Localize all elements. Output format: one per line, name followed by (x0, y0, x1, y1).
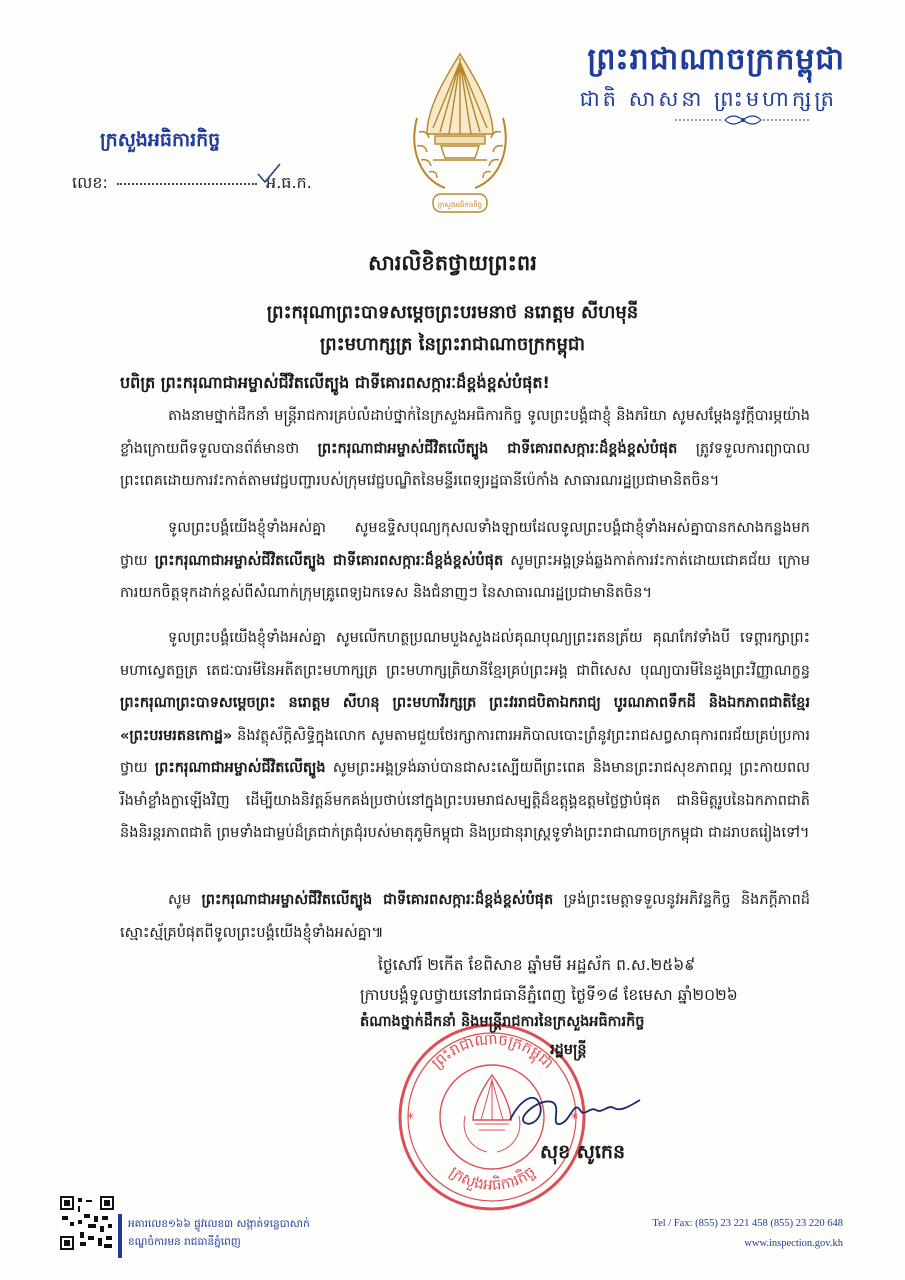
body-paragraph-1: តាងនាមថ្នាក់ដឹកនាំ មន្ត្រីរាជការគ្រប់លំដាប់ថ្នាក់នៃក្រសួងអធិការកិច្ច ទូលព្រះបង្គំជាខ្ញុំ និងភរិយា សូមសម្តែងនូវក្តីបារម្ភយ៉ាងខ្លាំងក្រោយពីទទួលបានព័ត៌មានថា ព្រះករុណាជាអម្ចាស់ជីវិតលើត្បូង ជាទីគោរពសក្ការៈដ៏ខ្ពង់ខ្ពស់បំផុត ត្រូវទទួលការព្យាបាលព្រះពេគដោយការវះកាត់តាមវេជ្ជបញ្ជារបស់ក្រុមវេជ្ជបណ្ឌិតនៃមន្ទីរពេទ្យរដ្ឋធានីប៉េកាំង សាធារណរដ្ឋប្រជាមានិតចិន។ (120, 408, 811, 489)
body-paragraph-4: សូម ព្រះករុណាជាអម្ចាស់ជីវិតលើត្បូង ជាទីគោរពសក្ការៈដ៏ខ្ពង់ខ្ពស់បំផុត ទ្រង់ព្រះមេត្តាទទួលនូវអភិវន្ទកិច្ច និងភក្តីភាពដ៏ស្មោះស្ម័គ្របំផុតពីទូលព្រះបង្គំយើងខ្ញុំទាំងអស់គ្នា៕ (120, 892, 810, 941)
ref-suffix: អ.ធ.ក. (266, 173, 312, 192)
ministry-emblem-icon (405, 48, 515, 218)
signatory-role: រដ្ឋមន្ត្រី (550, 1042, 587, 1058)
ornament-divider-icon (673, 112, 813, 128)
solar-date: ក្រាបបង្គំទូលថ្វាយនៅរាជធានីភ្នំពេញ ថ្ងៃទី១៨ ខែមេសា ឆ្នាំ២០២៦ (360, 986, 738, 1004)
signatory-name: សុខ សូកេន (540, 1141, 626, 1163)
footer-website-link[interactable]: www.inspection.gov.kh (744, 1238, 843, 1249)
footer-address-line-2: ខណ្ឌចំការមន រាជធានីភ្នំពេញ (128, 1236, 241, 1248)
svg-text:ក្រសួងអធិការកិច្ច: ក្រសួងអធិការកិច្ច (446, 1162, 539, 1194)
footer-address-line-1: អគារលេខ១៦៦ ផ្លូវលេខ៣ សង្កាត់ទន្លេបាសាក់ (128, 1218, 310, 1230)
ministry-name: ក្រសួងអធិការកិច្ច (100, 129, 221, 151)
svg-text:*: * (407, 1111, 414, 1127)
svg-text:ក្រសួងអធិការកិច្ច: ក្រសួងអធិការកិច្ច (437, 201, 483, 209)
addressee-line-2: ព្រះមហាក្សត្រ នៃព្រះរាជាណាចក្រកម្ពុជា (319, 334, 586, 355)
kingdom-title: ព្រះរាជាណាចក្រកម្ពុជា (587, 42, 845, 77)
svg-text:*: * (571, 1111, 578, 1127)
signatory-title: តំណាងថ្នាក់ដឹកនាំ និងមន្ត្រីរាជការនៃក្រសួងអធិការកិច្ច (360, 1014, 645, 1030)
ref-prefix: លេខ: (72, 173, 108, 192)
salutation: បពិត្រ ព្រះករុណាជាអម្ចាស់ជីវិតលើត្បូង ជាទីគោរពសក្ការៈដ៏ខ្ពង់ខ្ពស់បំផុត! (120, 373, 550, 392)
qr-code[interactable] (60, 1196, 114, 1250)
addressee-line-1: ព្រះករុណាព្រះបាទសម្តេចព្រះបរមនាថ នរោត្តម សីហមុនី (266, 302, 639, 323)
national-motto: ជាតិ សាសនា ព្រះមហាក្សត្រ (579, 87, 837, 111)
letter-title: សារលិខិតថ្វាយព្រះពរ (368, 251, 537, 275)
handwritten-signature (500, 1080, 650, 1140)
body-paragraph-2: ទូលព្រះបង្គំយើងខ្ញុំទាំងអស់គ្នា សូមឧទ្ទិសបុណ្យកុសលទាំងឡាយដែលទូលព្រះបង្គំជាខ្ញុំទាំងអស់គ្នាបានកសាងកន្លងមកថ្វាយ ព្រះករុណាជាអម្ចាស់ជីវិតលើត្បូង ជាទីគោរពសក្ការៈដ៏ខ្ពង់ខ្ពស់បំផុត សូមព្រះអង្គទ្រង់ឆ្លងកាត់ការវះកាត់ដោយជោគជ័យ ក្រោមការយកចិត្តទុកដាក់ខ្ពស់ពីសំណាក់ក្រុមគ្រូពេទ្យឯកទេស និងជំនាញៗ នៃសាធារណរដ្ឋប្រជាមានិតចិន។ (120, 520, 810, 601)
handwritten-tick-icon (254, 162, 284, 186)
footer-phone: Tel / Fax: (855) 23 221 458 (855) 23 220 648 (652, 1218, 843, 1229)
lunar-date: ថ្ងៃសៅរ៍ ២កើត ខែពិសាខ ឆ្នាំមមី អដ្ឋស័ក ព.ស.២៥៦៩ (378, 956, 696, 974)
body-paragraph-3: ទូលព្រះបង្គំយើងខ្ញុំទាំងអស់គ្នា សូមលើកហត្ថប្រណមបួងសួងដល់គុណបុណ្យព្រះរតនត្រ័យ គុណកែវទាំងបី ទេព្តារក្សាព្រះមហាស្វេតច្ឆត្រ តេជៈបារមីនៃអតីតព្រះមហាក្សត្រ ព្រះមហាក្សត្រិយានីខ្មែរគ្រប់ព្រះអង្គ ជាពិសេស បុណ្យបារមីនៃដួងព្រះវិញ្ញាណក្ខន្ធ ព្រះករុណាព្រះបាទសម្តេចព្រះ នរោត្តម សីហនុ ព្រះមហាវីរក្សត្រ ព្រះវររាជបិតាឯករាជ្យ បូរណភាពទឹកដី និងឯកភាពជាតិខ្មែរ «ព្រះបរមរតនកោដ្ឋ» និងវត្ថុស័ក្តិសិទ្ធិក្នុងលោក សូមតាមជួយថែរក្សាការពារអភិបាលបោះព្រំនូវព្រះរាជសព្វសាធុការពរជ័យគ្រប់ប្រការថ្វាយ ព្រះករុណាជាអម្ចាស់ជីវិតលើត្បូង សូមព្រះអង្គទ្រង់ឆាប់បានជាសះស្បើយពីព្រះពេគ និងមានព្រះរាជសុខភាពល្អ ព្រះកាយពលរឹងមាំខ្លាំងក្លាឡើងវិញ ដើម្បីយាងនិវត្តន៍មកគង់ប្រថាប់នៅក្នុងព្រះបរមរាជសម្បត្តិដ៏ឧត្តុង្គឧត្តមថ្លៃថ្លាបំផុត ជានិមិត្តរូបនៃឯកភាពជាតិ និងនិរន្តរភាពជាតិ ព្រមទាំងជាម្លប់ដ៏ត្រជាក់ត្រជុំរបស់មាតុភូមិកម្ពុជា និងប្រជានុរាស្ត្រទូទាំងព្រះរាជាណាចក្រកម្ពុជា ជាដរាបតរៀងទៅ។ (120, 630, 810, 841)
ref-number-blank (117, 183, 257, 185)
reference-number (72, 172, 312, 196)
svg-text:ព្រះរាជាណាចក្រកម្ពុជា: ព្រះរាជាណាចក្រកម្ពុជា (427, 1029, 558, 1073)
footer-divider (118, 1214, 122, 1258)
